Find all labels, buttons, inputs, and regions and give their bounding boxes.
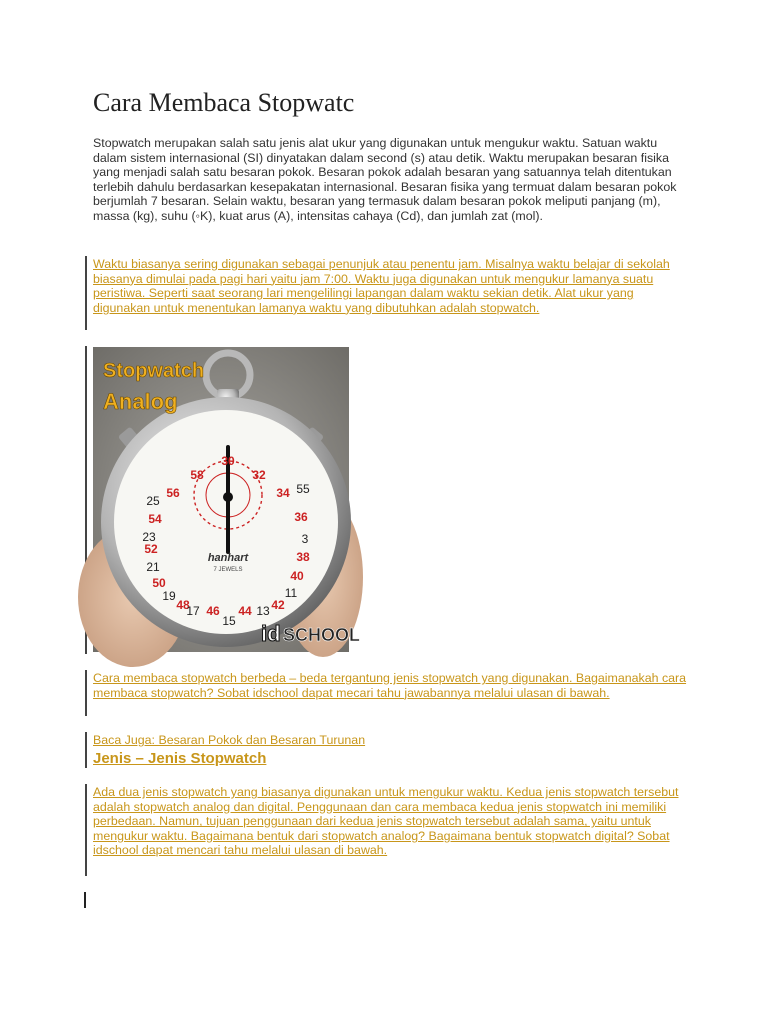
- dial-number: 36: [294, 510, 308, 524]
- quote-bar: [85, 670, 87, 716]
- dial-number: 19: [162, 589, 176, 603]
- quote-bar: [85, 732, 87, 768]
- dial-number: 50: [152, 576, 166, 590]
- dial-number: 21: [146, 560, 160, 574]
- dial-number: 30: [221, 454, 235, 468]
- brand-sub: 7 JEWELS: [213, 567, 243, 573]
- quote-paragraph-1[interactable]: [93, 257, 688, 315]
- quote-bar: [85, 256, 87, 330]
- baca-juga-link[interactable]: Baca Juga: Besaran Pokok dan Besaran Turunan: [93, 733, 366, 747]
- image-overlay-subtitle: Analog: [103, 389, 178, 414]
- document-title: Cara Membaca Stopwatc: [93, 88, 355, 117]
- quote-link-1[interactable]: Waktu biasanya sering digunakan sebagai penunjuk atau penentu jam. Misalnya waktu belajar di sekolah biasanya dimulai pada pagi hari yaitu jam 7:00. Waktu juga digunakan untuk mengukur lamanya suatu peristiwa. Seperti saat seorang lari mengelilingi lapangan dalam waktu sekian detik. Alat ukur yang digunakan untuk menentukan lamanya waktu yang dibutuhkan adalah stopwatch.: [93, 257, 670, 315]
- dial-number: 56: [166, 486, 180, 500]
- quote-link-3[interactable]: Ada dua jenis stopwatch yang biasanya digunakan untuk mengukur waktu. Kedua jenis stopwatch tersebut adalah stopwatch analog dan digital. Penggunaan dan cara membaca kedua jenis stopwatch ini memiliki perbedaan. Namun, tujuan penggunaan dari kedua jenis stopwatch tersebut adalah sama, yaitu untuk mengukur waktu. Bagaimana bentuk dari stopwatch analog? Bagaimana bentuk stopwatch digital? Sobat idschool dapat mencari tahu melalui ulasan di bawah.: [93, 785, 679, 858]
- dial-number: 23: [142, 530, 156, 544]
- brand-logo: hanhart: [207, 552, 249, 564]
- dial-number: 34: [276, 486, 290, 500]
- dial-number: 25: [146, 494, 160, 508]
- quote-link-2[interactable]: Cara membaca stopwatch berbeda – beda tergantung jenis stopwatch yang digunakan. Bagaimanakah cara membaca stopwatch? Sobat idschool dapat mecari tahu jawabannya melalui ulasan di bawah.: [93, 671, 687, 700]
- text-cursor: [84, 892, 86, 908]
- dial-number: 15: [222, 614, 236, 628]
- badge-id: id: [261, 621, 281, 646]
- dial-number: 13: [256, 604, 270, 618]
- dial-number: 58: [190, 468, 204, 482]
- dial-number: 44: [238, 604, 252, 618]
- intro-paragraph: Stopwatch merupakan salah satu jenis alat ukur yang digunakan untuk mengukur waktu. Satuan waktu dalam sistem internasional (SI) dinyatakan dalam second (s) atau detik. Waktu merupakan besaran fisika yang menjadi salah satu besaran pokok. Besaran pokok adalah besaran yang satuannya telah ditentukan terlebih dahulu berdasarkan kesepakatan internasional. Besaran fisika yang termuat dalam besaran pokok berjumlah 7 besaran. Selain waktu, besaran yang termasuk dalam besaran pokok meliputi panjang (m), massa (kg), suhu (◦K), kuat arus (A), intensitas cahaya (Cd), dan jumlah zat (mol).: [93, 136, 677, 223]
- dial-number: 17: [186, 604, 200, 618]
- dial-number: 32: [252, 468, 266, 482]
- idschool-logo: [261, 621, 360, 646]
- badge-school: SCHOOL: [283, 625, 361, 645]
- dial-number: 40: [290, 569, 304, 583]
- dial-number: 11: [284, 586, 298, 600]
- dial-number: 42: [271, 598, 285, 612]
- dial-number: 55: [296, 482, 310, 496]
- quote-bar: [85, 784, 87, 876]
- section-heading: Jenis – Jenis Stopwatch: [93, 750, 267, 767]
- quote-paragraph-2[interactable]: [93, 671, 688, 700]
- stopwatch-analog-photo: [93, 347, 361, 652]
- dial-number: 46: [206, 604, 220, 618]
- dial-number: 3: [301, 532, 309, 546]
- quote-paragraph-3[interactable]: [93, 785, 688, 858]
- dial-number: 54: [148, 512, 162, 526]
- image-overlay-title: Stopwatch: [103, 360, 205, 382]
- dial-number: 48: [176, 598, 190, 612]
- dial-number: 52: [144, 542, 158, 556]
- dial-number: 38: [296, 550, 310, 564]
